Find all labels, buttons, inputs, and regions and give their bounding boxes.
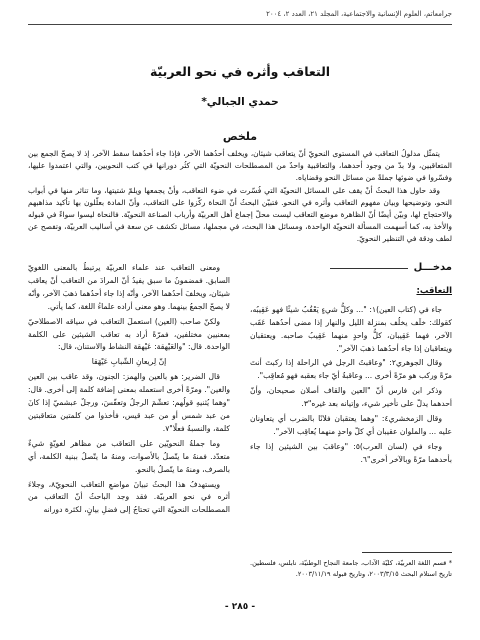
- abstract-heading: ملخص: [222, 130, 258, 143]
- abstract: [28, 148, 452, 246]
- body-paragraph: ومعنى التعاقب عند علماء العربيّة يرتبطُ بالمعنى اللغويّ السابق. فمضمونُ ما سبق يفيدُ أنّ المرادَ من التعاقب أنْ يعاقب شيئان، ويخلفَ أحدُهما الآخر، وأنّه إذا جاء أحدُهما ذهبَ الآخر، وأنّه لا يصحّ الجمعُ بينهما. وهو معنى أراده علماءُ اللغة، كما يأتي.: [28, 263, 230, 311]
- body-paragraph: وجاء في (لسان العرب)٥: "وعاقبَ بين الشيئين إذا جاء بأحدهما مرّةً وبالآخر أخرى"٦.: [250, 441, 452, 464]
- header-rule: [28, 24, 452, 25]
- running-head: جرامعاتم، العلوم الإنسانية والاجتماعية، المجلد ٢١، العدد ٢، ٢٠٠٤: [266, 10, 452, 18]
- verse-line: إنّ لِريعانِ الشّبابِ عَيْهَقا: [91, 357, 167, 367]
- body-paragraph: وقال الزمخشري٤: "وهما يعتقبان فلانًا بالضرب أي يتعاونان عليه ... والملوان عقيبان أي كلّ واحدٍ منهما يُعاقِب الآخر".: [250, 414, 452, 436]
- body-paragraph: ولكنّ صاحب (العين) استعملَ التعاقب في سياقه الاصطلاحيّ بمعنيين مختلفين، فمرّةً أراد به تعاقب الشيئين على الكلمة الواحدة. قال: "والعَيْهقة: عَيْهقة النشاط والاستنان، قال:: [28, 316, 230, 352]
- body-paragraph: ويستهدفُ هذا البحثُ تبيانَ مواضعِ التعاقب النحويّ٨، وجلاءَ أثره في نحو العربيّة. فقد وجد الباحثُ أنّ التعاقب من المصطلحات النحويّة التي تحتاجُ إلى فضلِ بيانٍ، لكثرة دورانه: [28, 479, 230, 515]
- subheading: التعاقب:: [416, 285, 452, 296]
- body-paragraph: وذكر ابن فارس أنّ "العين والقاف أصلان صحيحان، وأنّ أحدهما يدلّ على تأخير شيء، وإتيانه بعد غيره"٣.: [250, 386, 452, 409]
- section-heading-text: مدخـــل: [413, 262, 452, 273]
- left-column: [28, 262, 230, 519]
- footnote: * قسم اللغة العربيّة، كليّة الآداب، جامعة النجاح الوطنيّة، نابلس، فلسطين. تاريخ استلام البحث ٢٠٠٣/٣/١٥، وتاريخ قبوله ٢٠٠٣/١١/١٩.: [250, 559, 452, 578]
- body-paragraph: جاء في (كتاب العين)١: "... وكلُّ شيءٍ يَعْقُبُ شيئًا فهو عَقِيبُه، كقولك: خلَف يخلُف بمنزلة الليل والنهار إذا مضى أحدُهما عَقَب الآخر، فهما عَقِيبان، كلُّ واحدٍ منهما عَقِيبُ صاحبه. ويعتقبان ويتعاقبان إذا جاء أحدُهما ذهبَ الآخر".: [250, 304, 452, 353]
- body-paragraph: قال الضرير: هو بالعين والهمز: الجنون، وقد عاقب بين العين والغين". ومرّةً أخرى استعمله بمعنى إضافة كلمة إلى أخرى. قال: "وهما يُثنيهِ قولُهم: تعشّمَ الرجلُ وتعفّسَ، ورجلٌ عبشميّ إذا كانَ من عبد شمس أو من عبد قيس، فأخذوا من كلمتين متعاقبتين كلمة، والنسبةُ فعلًا"٧.: [28, 372, 230, 433]
- body-paragraph: وقال الجوهري٢: "وعاقبتُ الرجل في الراحلة إذا ركبتَ أنتَ مرّةً وركب هو مرّةً أخرى ... وعاقبةُ أيّ جاء بعقبه فهو مُعاقِب".: [250, 358, 452, 381]
- right-column: [250, 262, 452, 469]
- footnote-rule: [362, 552, 452, 553]
- author-name: حمدي الجبالي*: [201, 96, 279, 108]
- abstract-paragraph: وقد حاول هذا البحثُ أنْ يقف على المسائل النحويّة التي فُسّرت في ضوء التعاقب، وأنْ يجمعها ويلمّ شتيتها، وما تناثر منها في أبواب النحو، وتوضيحها وبيان مفهوم التعاقب وأثره في النحو. فتبيّن البحثُ أنّ النحاة ركّزوا على التعاقب، وأنّ المادة بعلّلون بها تأكيد مذاهبهم والاحتجاج لها، وبيّن أيضًا أنّ الظاهرة موضع التعاقب ليست محلّ إجماع أهل العربيّة وأرباب الصناعة النحويّة. فالنحاة ليسوا سواءً في قبوله والأخذ به، كما أسهمت المسألة النحويّة الواحدة، ومسائل هذا البحث، في مجملها، مسائل تكشف عن سعة في أساليب العربيّة، وتفصح عن لطف ودقة في التنظير النحويّ.: [28, 186, 452, 243]
- section-heading-rule: [330, 268, 408, 269]
- article-title: التعاقب وأثره في نحو العربيّة: [149, 64, 331, 79]
- abstract-paragraph: يتمثّل مدلولُ التعاقب في المستوى النحويّ أنّ يتعاقب شيئان، ويخلف أحدُهما الآخر، فإذا جاء أحدُهما سقط الآخر، إذ لا يصحّ الجمع بين المتعاقبين، ولا بدّ من وجود أحدهما، والتعاقبية واحدٌ من المصطلحات النحويّة التي كثُر دورانها في كتب النحويين، والتي اعتمدوا عليها، وفسّروا في ضوئها جملةً من مسائل النحو وقضاياه.: [28, 149, 452, 182]
- body-paragraph: وما جملةُ النحويّين على التعاقب من مظاهر لغويّةٍ شيءٌ متعدّد. فمنهُ ما يتّصلُ بالأصوات، ومنهُ ما يتّصلُ ببنية الكلمة، أي بالصرف، ومنهُ ما يتّصلُ بالنحو.: [28, 438, 230, 474]
- page-number: - ٢٨٥ -: [224, 602, 256, 612]
- section-heading: [250, 262, 452, 275]
